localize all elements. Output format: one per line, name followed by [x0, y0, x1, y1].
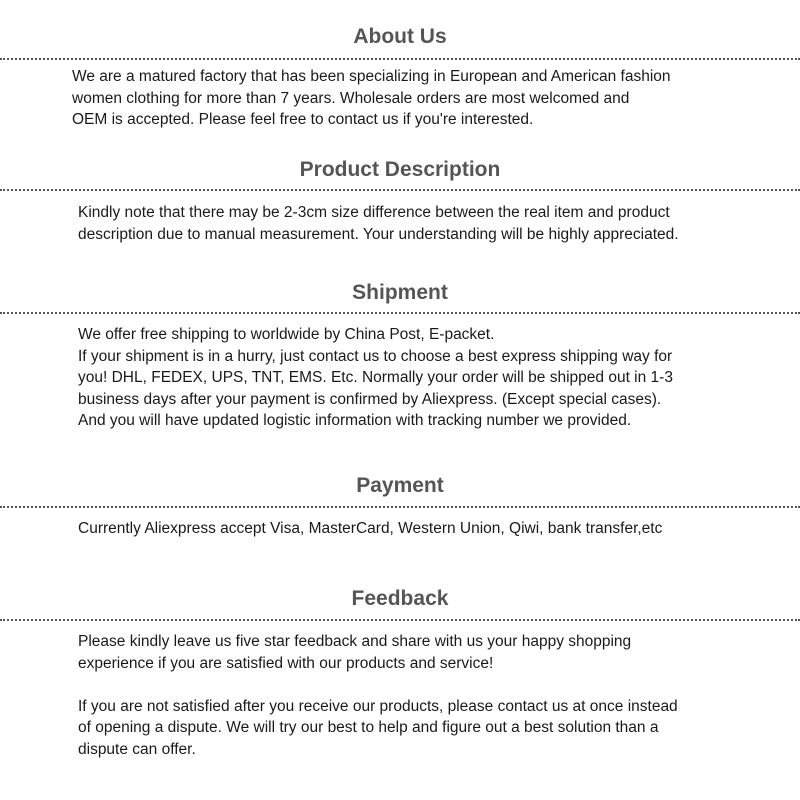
about-us-divider: [0, 58, 800, 60]
about-us-text: [72, 66, 671, 131]
payment-heading: Payment: [356, 474, 444, 497]
shipment-line: And you will have updated logistic information with tracking number we provided.: [78, 412, 632, 429]
shipment-line: business days after your payment is confirmed by Aliexpress. (Except special cases).: [78, 390, 662, 408]
about-us-line: We are a matured factory that has been specializing in European and American fashion: [72, 68, 671, 85]
about-us-heading: About Us: [353, 25, 447, 48]
about-us-line: OEM is accepted. Please feel free to contact us if you're interested.: [72, 111, 534, 128]
shipment-divider: [0, 312, 800, 314]
product-description-line: description due to manual measurement. Your understanding will be highly appreciated.: [78, 225, 679, 243]
shipment-text: [78, 324, 673, 432]
product-description-line: Kindly note that there may be 2-3cm size difference between the real item and product: [78, 204, 670, 221]
product-description-divider: [0, 189, 800, 191]
payment-divider: [0, 506, 800, 508]
feedback-line: experience if you are satisfied with our products and service!: [78, 654, 494, 672]
shipment-line: you! DHL, FEDEX, UPS, TNT, EMS. Etc. Normally your order will be shipped out in 1-3: [78, 369, 673, 386]
feedback-line: Please kindly leave us five star feedback and share with us your happy shopping: [78, 633, 632, 650]
product-description-heading: Product Description: [299, 158, 501, 181]
about-us-line: women clothing for more than 7 years. Wholesale orders are most welcomed and: [72, 89, 630, 107]
product-description-text: [78, 202, 679, 245]
feedback-paragraph-spacer: [78, 674, 678, 696]
feedback-divider: [0, 619, 800, 621]
shipment-line: If your shipment is in a hurry, just contact us to choose a best express shipping way for: [78, 347, 673, 365]
feedback-line: dispute can offer.: [78, 740, 196, 758]
payment-text: [78, 518, 662, 540]
feedback-text: [78, 631, 678, 760]
shipment-heading: Shipment: [352, 281, 448, 304]
shipment-line: We offer free shipping to worldwide by China Post, E-packet.: [78, 326, 495, 343]
feedback-heading: Feedback: [351, 587, 449, 610]
payment-line: Currently Aliexpress accept Visa, MasterCard, Western Union, Qiwi, bank transfer,etc: [78, 520, 663, 537]
feedback-line: of opening a dispute. We will try our best to help and figure out a best solution than a: [78, 719, 659, 736]
feedback-line: If you are not satisfied after you receive our products, please contact us at once instead: [78, 697, 678, 715]
